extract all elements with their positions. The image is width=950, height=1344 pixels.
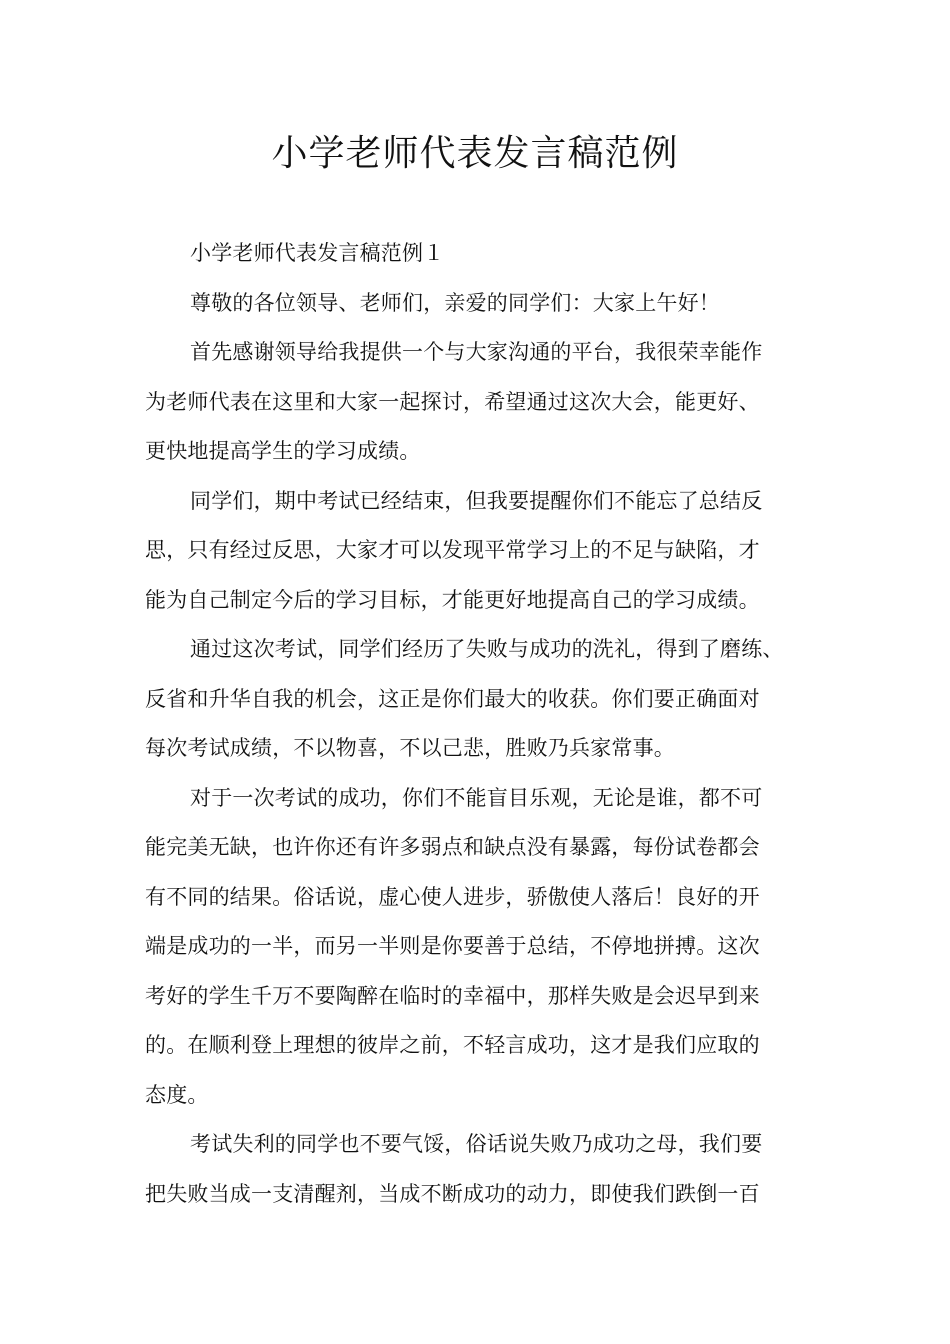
paragraph-line: 每次考试成绩，不以物喜，不以己悲，胜败乃兵家常事。 [145, 736, 675, 760]
paragraph-line: 有不同的结果。俗话说，虚心使人进步，骄傲使人落后！良好的开 [145, 884, 760, 909]
paragraph-line: 端是成功的一半，而另一半则是你要善于总结，不停地拼搏。这次 [145, 934, 760, 958]
paragraph-line: 为老师代表在这里和大家一起探讨，希望通过这次大会，能更好、 [145, 389, 760, 414]
paragraph-line: 能完美无缺，也许你还有许多弱点和缺点没有暴露，每份试卷都会 [145, 835, 760, 859]
paragraph-line: 考好的学生千万不要陶醉在临时的幸福中，那样失败是会迟早到来 [145, 983, 760, 1008]
paragraph-line: 考试失利的同学也不要气馁，俗话说失败乃成功之母，我们要 [190, 1132, 763, 1156]
section-heading: 小学老师代表发言稿范例１ [190, 241, 445, 265]
salutation-line: 尊敬的各位领导、老师们，亲爱的同学们：大家上午好！ [190, 290, 720, 315]
paragraph-line: 同学们，期中考试已经结束，但我要提醒你们不能忘了总结反 [190, 488, 763, 513]
paragraph-line: 能为自己制定今后的学习目标，才能更好地提高自己的学习成绩。 [145, 587, 760, 612]
paragraph-line: 把失败当成一支清醒剂，当成不断成功的动力，即使我们跌倒一百 [145, 1181, 760, 1206]
paragraph-line: 态度。 [145, 1082, 209, 1107]
paragraph-line: 思，只有经过反思，大家才可以发现平常学习上的不足与缺陷，才 [145, 538, 760, 562]
paragraph-line: 首先感谢领导给我提供一个与大家沟通的平台，我很荣幸能作 [190, 340, 763, 364]
paragraph-line: 的。在顺利登上理想的彼岸之前，不轻言成功，这才是我们应取的 [145, 1033, 760, 1057]
document-body [145, 229, 813, 1219]
paragraph-line: 更快地提高学生的学习成绩。 [145, 439, 421, 463]
paragraph-line: 通过这次考试，同学们经历了失败与成功的洗礼，得到了磨练、 [190, 637, 784, 661]
paragraph-line: 反省和升华自我的机会，这正是你们最大的收获。你们要正确面对 [145, 686, 760, 711]
document-title: 小学老师代表发言稿范例 [271, 133, 679, 174]
paragraph-line: 对于一次考试的成功，你们不能盲目乐观，无论是谁，都不可 [190, 785, 763, 810]
